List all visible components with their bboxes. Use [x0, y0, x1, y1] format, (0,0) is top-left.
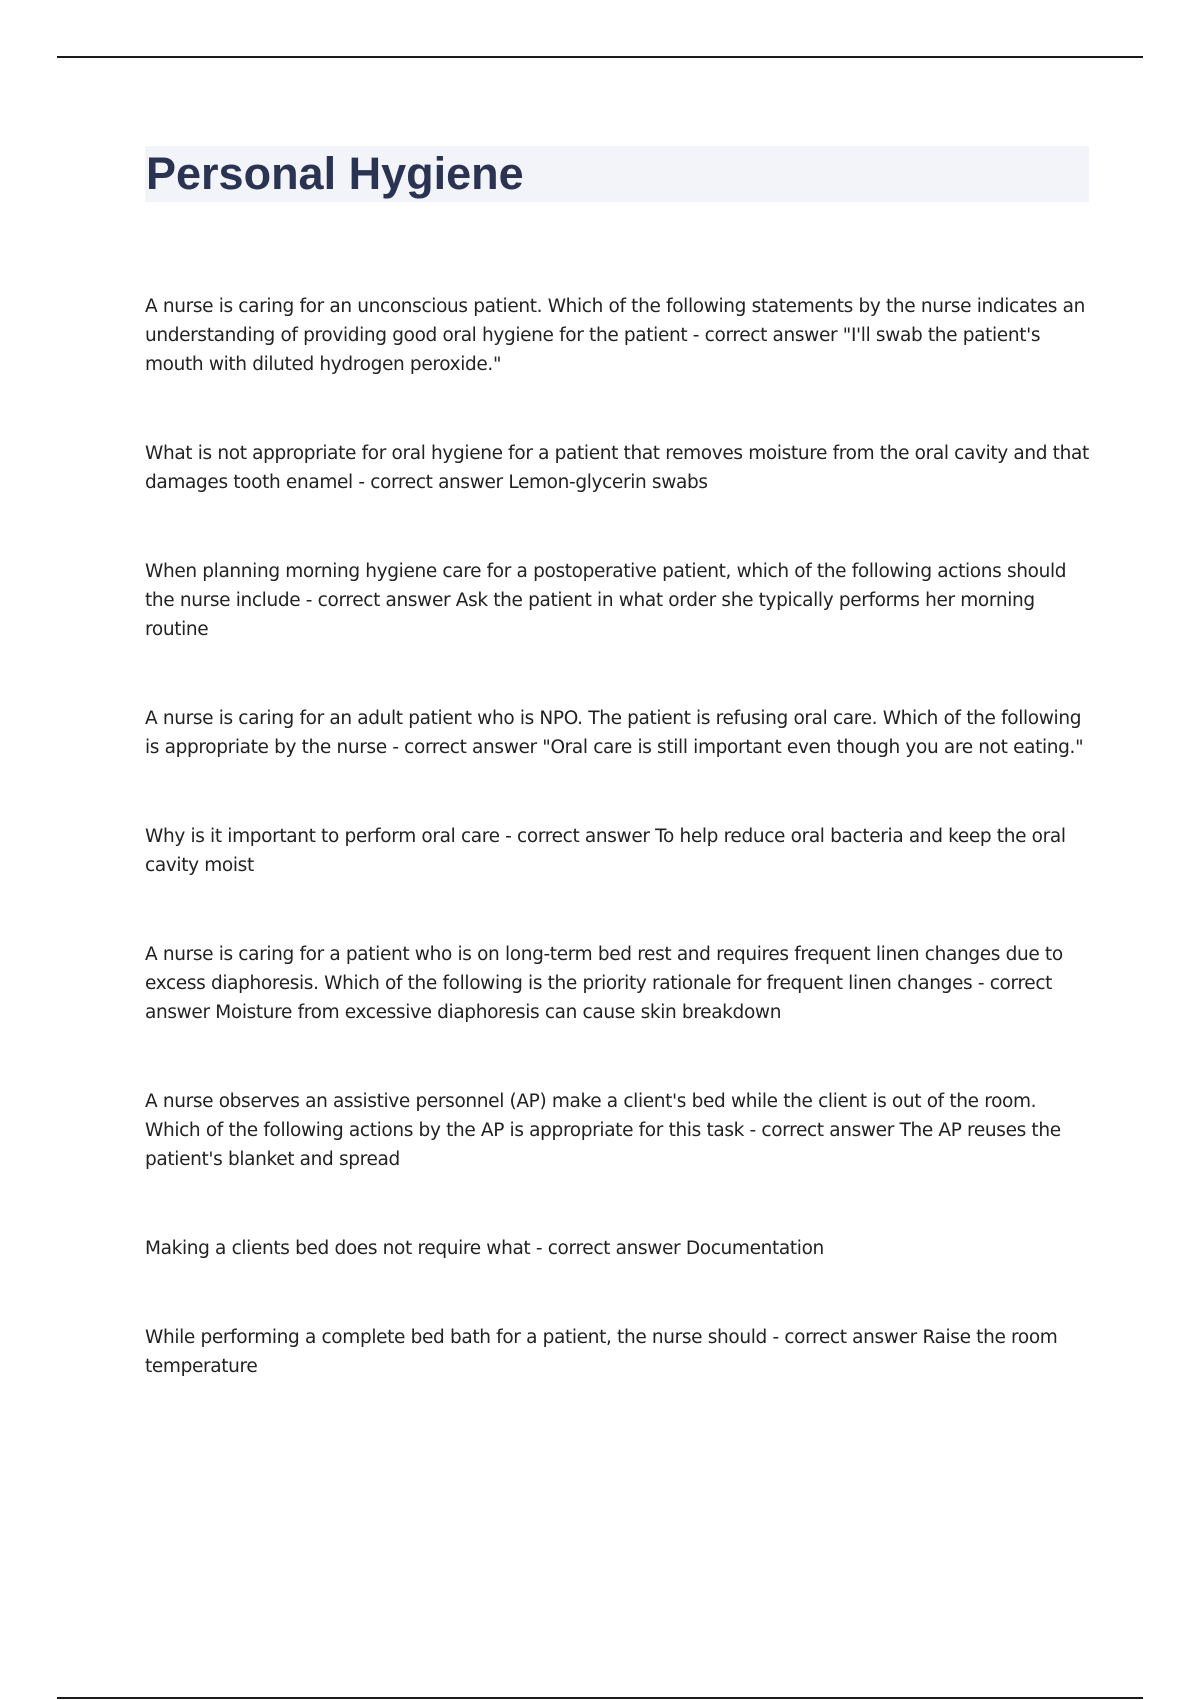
qa-item — [145, 1323, 1095, 1381]
question-text: A nurse is caring for an unconscious patient. Which of the following statements by the nurse indicates an understanding of providing good oral hygiene for the patient — [145, 296, 1085, 346]
answer-text: The AP reuses the patient's blanket and spread — [145, 1120, 1061, 1170]
qa-item — [145, 704, 1095, 762]
question-text: While performing a complete bed bath for a patient, the nurse should — [145, 1327, 767, 1348]
answer-text: Documentation — [685, 1238, 824, 1259]
answer-separator: - correct answer — [687, 325, 843, 346]
answer-separator: - correct answer — [530, 1238, 686, 1259]
qa-item — [145, 940, 1095, 1027]
question-text: When planning morning hygiene care for a postoperative patient, which of the following actions should the nurse include — [145, 561, 1067, 611]
qa-item — [145, 1087, 1095, 1174]
header-rule — [57, 56, 1143, 58]
answer-separator: - correct answer — [744, 1120, 900, 1141]
question-text: A nurse observes an assistive personnel (AP) make a client's bed while the client is out of the room. Which of the following actions by the AP is appropriate for this task — [145, 1091, 1037, 1141]
answer-text: Lemon-glycerin swabs — [508, 472, 708, 493]
answer-separator: - correct answer — [145, 973, 1053, 1023]
question-text: What is not appropriate for oral hygiene for a patient that removes moisture from the oral cavity and that damages tooth enamel — [145, 443, 1089, 493]
answer-separator: - correct answer — [300, 590, 456, 611]
qa-item — [145, 292, 1095, 379]
question-text: A nurse is caring for an adult patient who is NPO. The patient is refusing oral care. Which of the following is appropriate by the nurse — [145, 708, 1082, 758]
question-text: Why is it important to perform oral care — [145, 826, 500, 847]
answer-text: Raise the room temperature — [145, 1327, 1058, 1377]
qa-item — [145, 822, 1095, 880]
answer-text: Ask the patient in what order she typically performs her morning routine — [145, 590, 1035, 640]
answer-separator: - correct answer — [499, 826, 656, 847]
question-text: Making a clients bed does not require what — [145, 1238, 531, 1259]
answer-text: "Oral care is still important even though you are not eating." — [542, 737, 1084, 758]
answer-separator: - correct answer — [352, 472, 509, 493]
page-title: Personal Hygiene — [146, 148, 524, 199]
answer-text: To help reduce oral bacteria and keep the oral cavity moist — [145, 826, 1066, 876]
qa-item — [145, 439, 1095, 497]
answer-separator: - correct answer — [766, 1327, 923, 1348]
answer-separator: - correct answer — [386, 737, 543, 758]
answer-text: "I'll swab the patient's mouth with diluted hydrogen peroxide." — [145, 325, 1041, 375]
footer-rule — [57, 1697, 1143, 1699]
qa-item — [145, 1234, 1095, 1263]
qa-item — [145, 557, 1095, 644]
answer-text: Moisture from excessive diaphoresis can cause skin breakdown — [215, 1002, 782, 1023]
qa-list — [145, 292, 1095, 1441]
question-text: A nurse is caring for a patient who is on long-term bed rest and requires frequent linen changes due to excess diaphoresis. Which of the following is the priority rationale for frequent linen changes — [145, 944, 1063, 994]
